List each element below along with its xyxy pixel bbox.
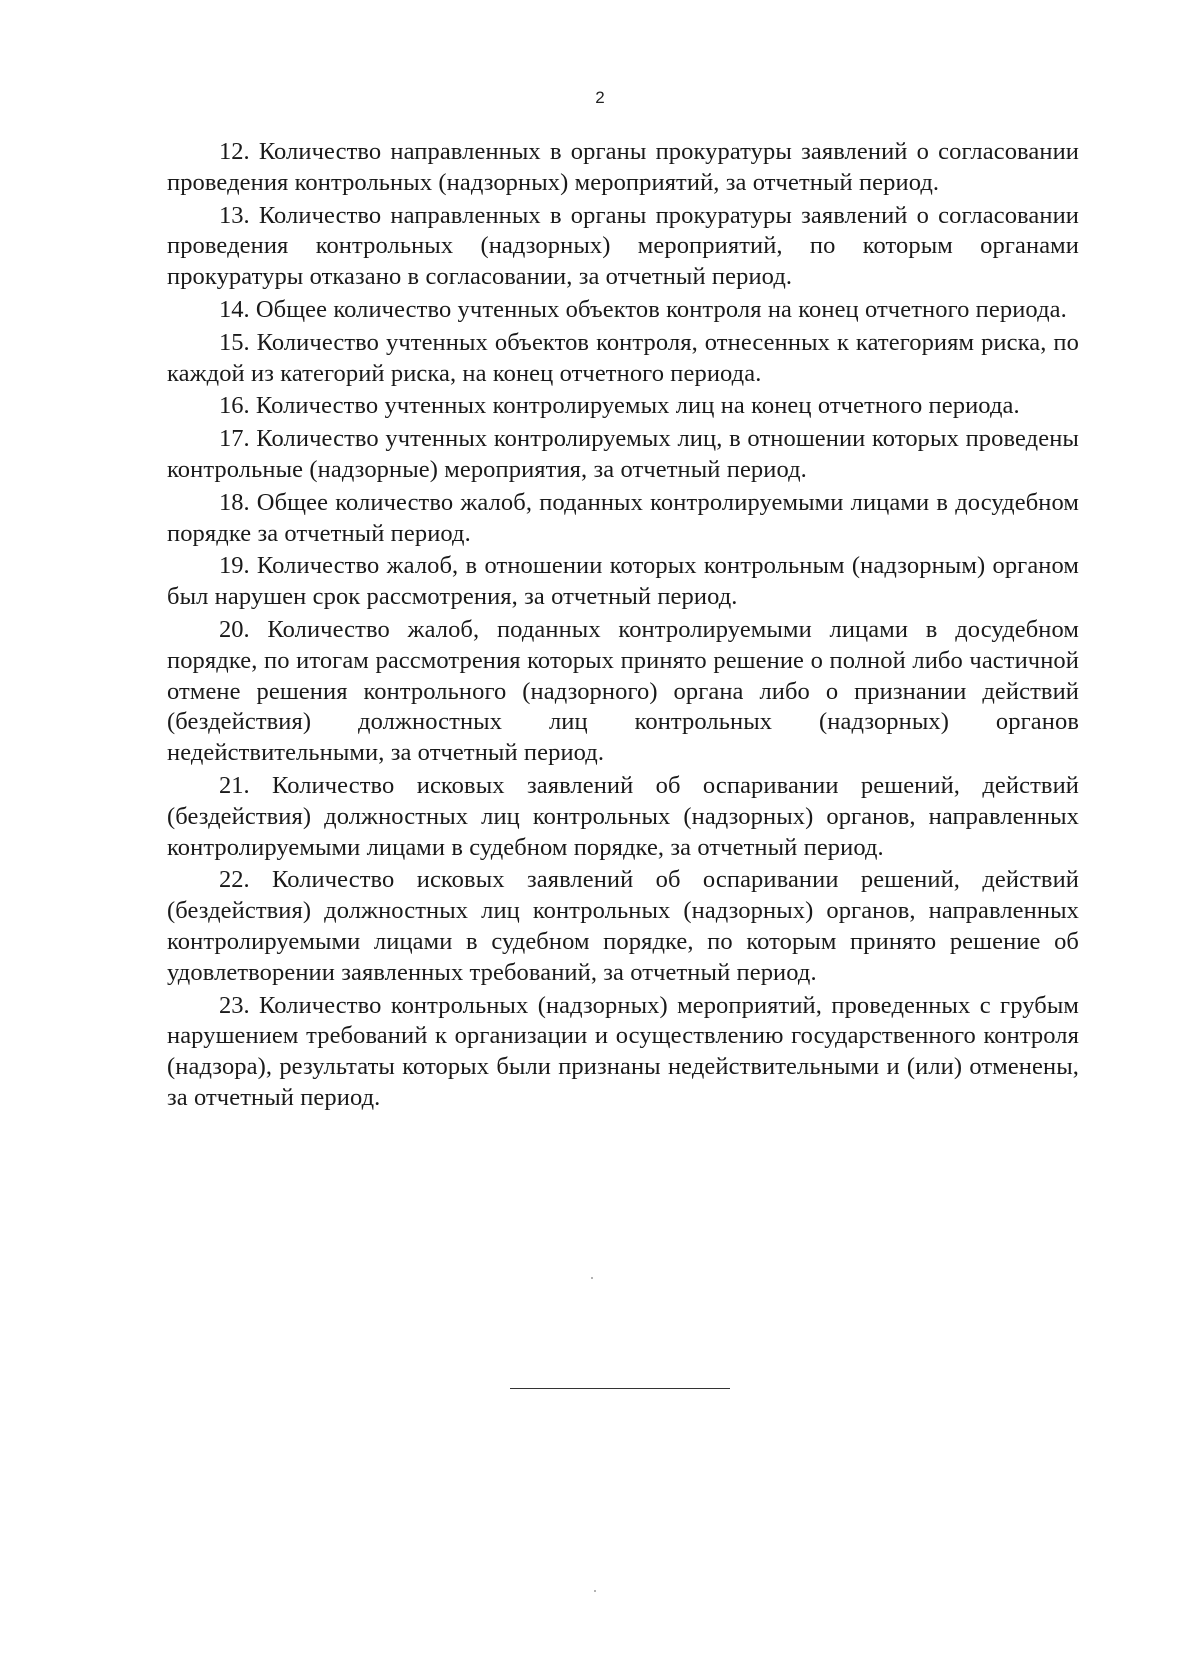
item-text: Количество жалоб, в отношении которых контрольным (надзорным) органом был нарушен срок рассмотрения, за отчетный период. [167,552,1079,611]
item-text: Количество исковых заявлений об оспаривании решений, действий (бездействия) должностных лиц контрольных (надзорных) органов, направленных контролируемыми лицами в судебном порядке, по которым принято решение об удовлетворении заявленных требований, за отчетный период. [167,866,1079,986]
item-number: 16. [219,392,250,420]
item-text: Количество учтенных контролируемых лиц на конец отчетного периода. [255,392,1020,420]
item-text: Количество учтенных объектов контроля, отнесенных к категориям риска, по каждой из категорий риска, на конец отчетного периода. [167,328,1079,387]
list-item [167,615,1079,769]
item-number: 21. [219,771,250,799]
item-number: 20. [219,615,250,643]
item-number: 17. [219,425,250,453]
item-number: 23. [219,991,250,1019]
item-text: Количество направленных в органы прокуратуры заявлений о согласовании проведения контрольных (надзорных) мероприятий, за отчетный период. [167,138,1079,196]
page-number: 2 [595,88,605,107]
item-number: 13. [219,201,250,229]
item-text: Количество исковых заявлений об оспаривании решений, действий (бездействия) должностных лиц контрольных (надзорных) органов, направленных контролируемыми лицами в судебном порядке, за отчетный период. [167,771,1079,861]
item-number: 19. [219,552,250,580]
list-item [167,865,1079,988]
list-item [167,201,1079,293]
end-of-document-rule [510,1388,730,1389]
item-number: 14. [219,295,250,323]
list-item [167,488,1079,550]
item-text: Общее количество жалоб, поданных контролируемыми лицами в досудебном порядке за отчетный период. [167,488,1079,547]
list-item [167,137,1079,199]
list-item [167,991,1079,1114]
list-item [167,551,1079,613]
list-item [167,295,1079,326]
item-text: Количество жалоб, поданных контролируемыми лицами в досудебном порядке, по итогам рассмотрения которых принято решение о полной либо частичной отмене решения контрольного (надзорного) органа либо о признании действий (бездействия) должностных лиц контрольных (надзорных) органов недействительными, за отчетный период. [167,615,1079,767]
item-text: Количество контрольных (надзорных) мероприятий, проведенных с грубым нарушением требований к организации и осуществлению государственного контроля (надзора), результаты которых были признаны недействительными и (или) отменены, за отчетный период. [167,991,1079,1111]
item-number: 12. [219,138,250,165]
item-list [167,137,1079,1116]
scan-speck [594,1590,596,1592]
list-item [167,328,1079,390]
item-text: Общее количество учтенных объектов контроля на конец отчетного периода. [255,295,1067,323]
item-number: 15. [219,328,250,356]
list-item [167,424,1079,486]
list-item [167,771,1079,863]
item-text: Количество направленных в органы прокуратуры заявлений о согласовании проведения контрольных (надзорных) мероприятий, по которым органами прокуратуры отказано в согласовании, за отчетный период. [167,201,1079,291]
list-item [167,391,1079,422]
item-number: 18. [219,488,250,516]
item-text: Количество учтенных контролируемых лиц, в отношении которых проведены контрольные (надзорные) мероприятия, за отчетный период. [167,425,1079,483]
scan-speck [591,1277,593,1279]
item-number: 22. [219,866,250,894]
